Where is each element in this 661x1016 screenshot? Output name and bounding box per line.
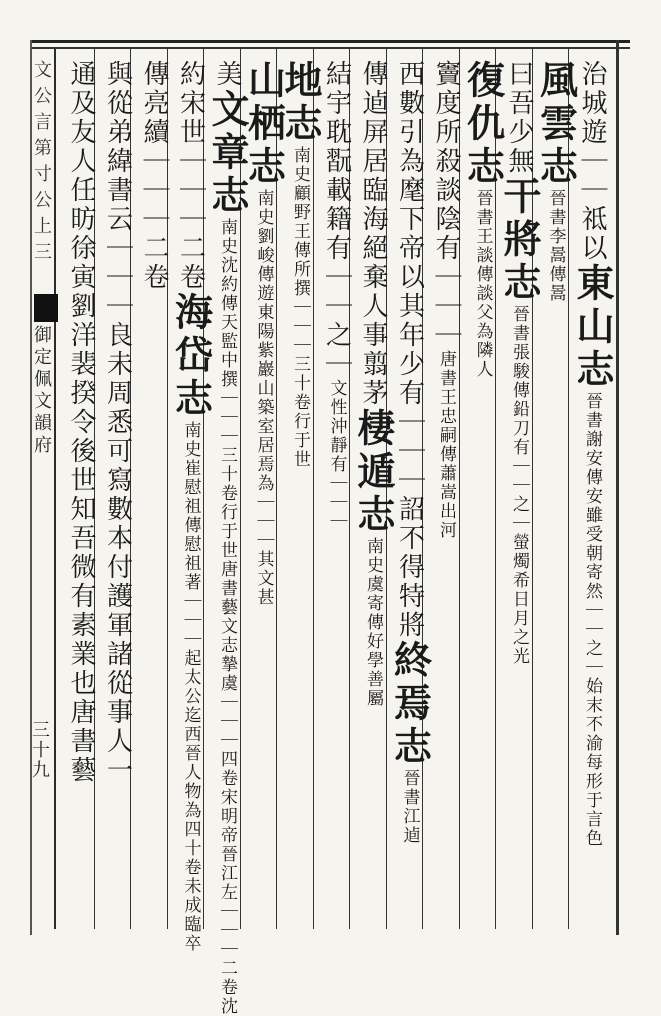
entry-heading: 干將志 bbox=[497, 176, 542, 305]
page-number: 三十九 bbox=[29, 720, 50, 780]
column-text: 曰吾少無 bbox=[504, 60, 534, 176]
entry-heading: 山栖志 bbox=[241, 60, 287, 189]
entry-heading: 地志 bbox=[278, 60, 323, 146]
column-text: 西數引為麾下帝以其年少有｜｜｜詔不得特將 bbox=[394, 60, 425, 640]
text-column bbox=[59, 60, 103, 785]
frame-top-rule bbox=[30, 40, 630, 43]
column-text: 竇度所殺談陰有｜｜｜ bbox=[431, 60, 461, 350]
entry-heading: 文章志 bbox=[205, 89, 250, 218]
column-text: 治城遊｜｜祗以 bbox=[577, 60, 607, 263]
entry-citation: 文性沖靜有｜｜｜ bbox=[326, 379, 347, 531]
entry-heading: 棲遁志 bbox=[351, 408, 396, 537]
frame-inner-rule bbox=[30, 47, 630, 49]
entry-citation: 晉書李暠傳暠 bbox=[545, 189, 566, 303]
entry-citation: 晉書江逌 bbox=[399, 769, 420, 845]
entry-heading: 終焉志 bbox=[387, 640, 433, 769]
column-text: 約宋世｜｜｜二卷 bbox=[175, 60, 206, 292]
book-title: 御定佩文韻府 bbox=[31, 325, 52, 457]
entry-citation: 南史劉峻傳遊東陽紫巖山築室居焉為｜｜｜其文甚 bbox=[253, 189, 274, 607]
entry-citation: 晉書張駿傳鉛刀有｜｜之｜螢燭希日月之光 bbox=[509, 305, 529, 666]
entry-citation: 晉書王談傳談父為隣人 bbox=[472, 189, 493, 379]
column-text: 通及友人任昉徐寅劉洋裴揆令後世知吾微有素業也唐書藝 bbox=[66, 60, 96, 785]
margin-rule bbox=[54, 49, 56, 929]
frame-right-rule bbox=[616, 40, 619, 935]
column-text: 美 bbox=[212, 60, 242, 89]
entry-citation: 南史沈約傳天監中撰｜｜｜三十卷行于世唐書藝文志摯虞｜｜｜四卷宋明帝晉江左｜｜｜二卷沈 bbox=[217, 218, 237, 1016]
margin-top-text: 文公言第寸公上三 bbox=[31, 60, 52, 268]
entry-heading: 東山志 bbox=[570, 263, 615, 392]
entry-heading: 海岱志 bbox=[168, 292, 214, 421]
entry-heading: 復仇志 bbox=[460, 60, 506, 189]
entry-citation: 唐書王忠嗣傳蕭嵩出河 bbox=[436, 350, 456, 540]
column-text: 傳亮續｜｜｜二卷 bbox=[139, 60, 169, 292]
column-text: 與從弟緯書云｜｜｜良未周悉可寫數本付護軍諸從事人一 bbox=[102, 60, 133, 785]
column-text: 傳逌屏居臨海絕棄人事翦茅 bbox=[358, 60, 388, 408]
entry-citation: 南史崔慰祖傳慰祖著｜｜｜起太公迄西晉人物為四十卷未成臨卒 bbox=[180, 421, 201, 953]
entry-heading: 風雲志 bbox=[533, 60, 579, 189]
entry-citation: 南史顧野王傳所撰｜｜｜三十卷行于世 bbox=[290, 146, 310, 469]
column-text: 結宇耽翫載籍有｜｜之｜ bbox=[321, 60, 352, 379]
entry-citation: 南史虞寄傳好學善屬 bbox=[363, 537, 383, 708]
fishtail-mark bbox=[34, 294, 58, 322]
entry-citation: 晉書謝安傳安雖受朝寄然｜｜之｜始末不渝每形于言色 bbox=[582, 392, 602, 848]
